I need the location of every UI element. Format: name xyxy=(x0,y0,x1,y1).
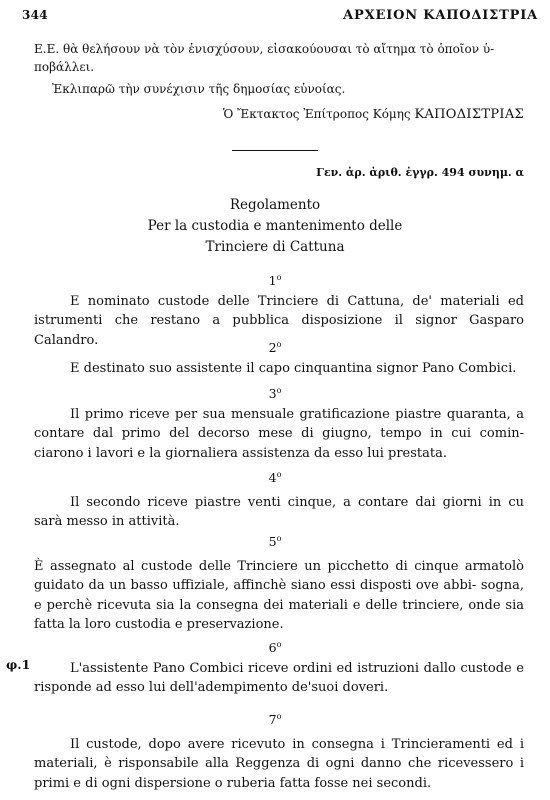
greek-letter-line: Ε.Ε. θὰ θελήσουν νὰ τὸν ἐνισχύσουν, εἰσακούουσαι τὸ αἴτημα τὸ ὁποῖον ὑ- xyxy=(34,42,495,56)
signature-prefix: Ὁ Ἔκτακτος Ἐπίτροπος Κόμης xyxy=(222,107,415,121)
article-text: È assegnato al custode delle Trinciere un picchetto di cinque armatolò guidato da un basso uffiziale, affinchè siano essi disposti ove abbi- sogna, e perchè ricevuta sia la consegna dei materiali e delle trinciere, onde sia fatta la loro custodia e preservazione. xyxy=(34,559,524,632)
article-text: Il primo riceve per sua mensuale gratificazione piastre quaranta, a contare dal primo del decorso mese di giugno, tempo in cui comin- ciarono i lavori e la giornaliera assistenza da esso lui prestata. xyxy=(34,407,524,461)
greek-letter-closing: Ἐκλιπαρῶ τὴν συνέχισιν τῆς δημοσίας εὐνοίας. xyxy=(52,82,346,96)
article-text: Il custode, dopo avere ricevuto in consegna i Trincieramenti ed i materiali, è risponsabile alla Reggenza di ogni danno che ricevessero i primi e di ogni dispersione o ruberia fatta fosse nei secondi. xyxy=(34,737,525,791)
article-number: 1$^o$ xyxy=(268,273,282,289)
signature-name: ΚΑΠΟΔΙΣΤΡΙΑΣ xyxy=(414,107,524,122)
greek-letter-line: ποβάλλει. xyxy=(34,60,95,74)
article-number: 7$^o$ xyxy=(268,712,282,728)
running-title: ΑΡΧΕΙΟΝ ΚΑΠΟΔΙΣΤΡΙΑ xyxy=(343,8,538,23)
greek-letter-text xyxy=(34,40,522,98)
article-number: 5$^o$ xyxy=(268,534,282,550)
separator-rule xyxy=(232,150,318,151)
archive-reference: Γεν. ἀρ. ἀριθ. ἐγγρ. 494 συνημ. α xyxy=(316,166,524,179)
article-text: E nominato custode delle Trinciere di Cattuna, de' materiali ed istrumenti che restano a pubblica disposizione il signor Gasparo Calandro. xyxy=(34,294,524,348)
article-number: 4$^o$ xyxy=(268,470,282,486)
page-number: 344 xyxy=(22,8,48,22)
article-number: 6$^o$ xyxy=(268,640,282,656)
signature xyxy=(223,107,524,122)
regulation-subtitle: Trinciere di Cattuna xyxy=(205,239,345,255)
article-number: 2$^o$ xyxy=(268,340,282,356)
article-text: L'assistente Pano Combici riceve ordini ed istruzioni dallo custode e risponde ad esso lui dell'adempimento de'suoi doveri. xyxy=(34,661,524,696)
margin-note: φ.1 xyxy=(6,657,31,672)
article-number: 3$^o$ xyxy=(268,386,282,402)
regulation-subtitle: Per la custodia e mantenimento delle xyxy=(147,218,403,234)
article-text: Il secondo riceve piastre venti cinque, a contare dai giorni in cu sarà messo in attività. xyxy=(34,495,524,530)
regulation-title: Regolamento xyxy=(229,197,321,213)
article-text: E destinato suo assistente il capo cinquantina signor Pano Combici. xyxy=(70,361,517,376)
